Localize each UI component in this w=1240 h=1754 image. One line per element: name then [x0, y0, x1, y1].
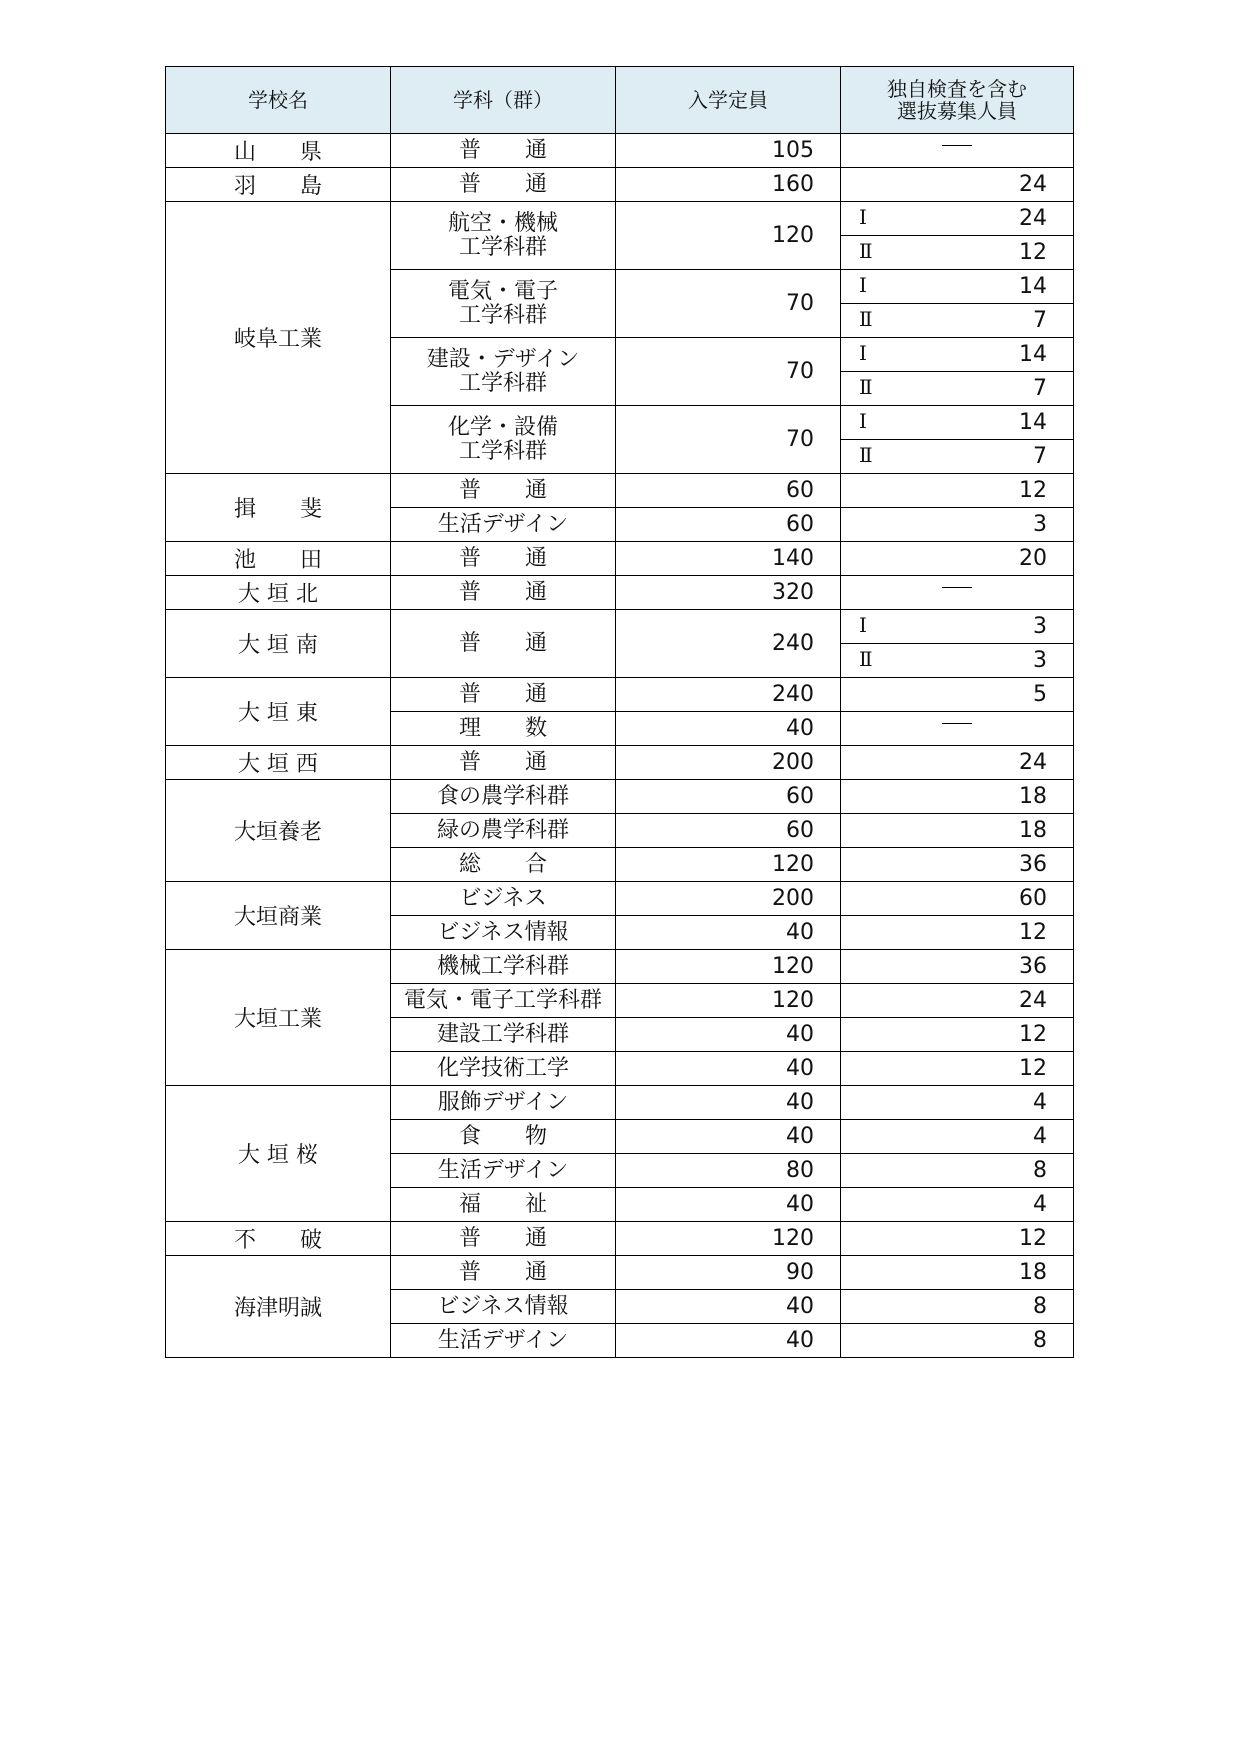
dept-name [391, 406, 616, 474]
selection-value: 12 [841, 1222, 1074, 1256]
capacity-value: 120 [616, 848, 841, 882]
dash-mark [942, 587, 972, 588]
dept-name: 理 数 [391, 712, 616, 746]
school-name: 池 田 [166, 542, 391, 576]
table-row [166, 474, 1074, 508]
table-row [166, 678, 1074, 712]
capacity-value: 40 [616, 1018, 841, 1052]
selection-number: 24 [1019, 206, 1047, 231]
school-name: 大 垣 北 [166, 576, 391, 610]
table-row [166, 1256, 1074, 1290]
roman-i-label: Ⅰ [859, 341, 867, 365]
dept-line2: 工学科群 [458, 234, 547, 260]
dept-line1: 航空・機械 [447, 210, 558, 236]
school-name: 大 垣 東 [166, 678, 391, 746]
capacity-value: 120 [616, 202, 841, 270]
selection-value: 24 [841, 168, 1074, 202]
dash-mark [942, 723, 972, 724]
table-row [166, 202, 1074, 236]
dept-name: 普 通 [391, 610, 616, 678]
selection-number: 7 [1033, 376, 1047, 401]
dept-name: 電気・電子工学科群 [391, 984, 616, 1018]
table-row [166, 882, 1074, 916]
capacity-value: 80 [616, 1154, 841, 1188]
roman-ii-label: Ⅱ [859, 443, 873, 467]
capacity-value: 90 [616, 1256, 841, 1290]
capacity-value: 40 [616, 1086, 841, 1120]
roman-ii-label: Ⅱ [859, 239, 873, 263]
dept-name: ビジネス情報 [391, 916, 616, 950]
selection-value: 20 [841, 542, 1074, 576]
selection-number: 12 [1019, 240, 1047, 265]
selection-value [841, 576, 1074, 610]
selection-value: 36 [841, 848, 1074, 882]
dept-name: 化学技術工学 [391, 1052, 616, 1086]
school-name: 大垣工業 [166, 950, 391, 1086]
selection-value-ii [841, 372, 1074, 406]
table-row [166, 1086, 1074, 1120]
school-name: 揖 斐 [166, 474, 391, 542]
dept-name: 普 通 [391, 542, 616, 576]
header-selection-text [887, 78, 1027, 122]
dept-name: 食の農学科群 [391, 780, 616, 814]
dept-name: 普 通 [391, 1256, 616, 1290]
selection-value-ii [841, 236, 1074, 270]
dept-name [391, 338, 616, 406]
capacity-value: 200 [616, 882, 841, 916]
roman-i-label: Ⅰ [859, 273, 867, 297]
roman-i-label: Ⅰ [859, 409, 867, 433]
capacity-value: 40 [616, 916, 841, 950]
school-name: 岐阜工業 [166, 202, 391, 474]
selection-value-i [841, 406, 1074, 440]
selection-value [841, 712, 1074, 746]
selection-value-ii [841, 304, 1074, 338]
selection-number: 7 [1033, 444, 1047, 469]
table-row [166, 134, 1074, 168]
dept-name: 普 通 [391, 474, 616, 508]
capacity-value: 40 [616, 712, 841, 746]
selection-value: 8 [841, 1154, 1074, 1188]
table-row [166, 168, 1074, 202]
selection-value: 5 [841, 678, 1074, 712]
school-name: 大 垣 桜 [166, 1086, 391, 1222]
school-name: 不 破 [166, 1222, 391, 1256]
selection-value: 18 [841, 780, 1074, 814]
dash-mark [942, 145, 972, 146]
table-row [166, 610, 1074, 644]
capacity-value: 200 [616, 746, 841, 780]
dept-name: 普 通 [391, 576, 616, 610]
school-name: 大 垣 南 [166, 610, 391, 678]
roman-i-label: Ⅰ [859, 613, 867, 637]
dept-name: 生活デザイン [391, 1154, 616, 1188]
header-row [166, 67, 1074, 134]
selection-value: 4 [841, 1086, 1074, 1120]
dept-name: 生活デザイン [391, 508, 616, 542]
school-name: 海津明誠 [166, 1256, 391, 1358]
capacity-value: 60 [616, 474, 841, 508]
dept-name: 服飾デザイン [391, 1086, 616, 1120]
table-row [166, 950, 1074, 984]
dept-line2: 工学科群 [458, 370, 547, 396]
header-capacity: 入学定員 [616, 67, 841, 134]
dept-line1: 化学・設備 [447, 414, 558, 440]
roman-i-label: Ⅰ [859, 205, 867, 229]
dept-name: ビジネス情報 [391, 1290, 616, 1324]
dept-name: 普 通 [391, 1222, 616, 1256]
selection-value-i [841, 202, 1074, 236]
dept-name: 建設工学科群 [391, 1018, 616, 1052]
dept-name [391, 202, 616, 270]
table-row [166, 746, 1074, 780]
table-row [166, 1222, 1074, 1256]
selection-value-i [841, 270, 1074, 304]
selection-value-ii [841, 440, 1074, 474]
dept-name: 福 祉 [391, 1188, 616, 1222]
capacity-value: 120 [616, 984, 841, 1018]
selection-value: 12 [841, 916, 1074, 950]
dept-name: 普 通 [391, 678, 616, 712]
dept-line2: 工学科群 [458, 302, 547, 328]
dept-name [391, 270, 616, 338]
selection-value-i [841, 610, 1074, 644]
selection-value: 60 [841, 882, 1074, 916]
dept-name: 緑の農学科群 [391, 814, 616, 848]
dept-name: 総 合 [391, 848, 616, 882]
capacity-value: 240 [616, 678, 841, 712]
capacity-value: 70 [616, 270, 841, 338]
selection-value: 12 [841, 474, 1074, 508]
dept-name: 食 物 [391, 1120, 616, 1154]
selection-value-i [841, 338, 1074, 372]
header-dept: 学科（群） [391, 67, 616, 134]
dept-name: 普 通 [391, 134, 616, 168]
capacity-value: 60 [616, 508, 841, 542]
capacity-value: 40 [616, 1052, 841, 1086]
capacity-value: 60 [616, 814, 841, 848]
capacity-value: 40 [616, 1290, 841, 1324]
admission-quota-table [165, 66, 1074, 1358]
selection-number: 14 [1019, 342, 1047, 367]
selection-value: 8 [841, 1324, 1074, 1358]
selection-value: 12 [841, 1018, 1074, 1052]
capacity-value: 40 [616, 1324, 841, 1358]
school-name: 山 県 [166, 134, 391, 168]
capacity-value: 70 [616, 338, 841, 406]
capacity-value: 105 [616, 134, 841, 168]
capacity-value: 120 [616, 1222, 841, 1256]
dept-name: 機械工学科群 [391, 950, 616, 984]
selection-value: 4 [841, 1120, 1074, 1154]
selection-value: 4 [841, 1188, 1074, 1222]
capacity-value: 320 [616, 576, 841, 610]
dept-name: 普 通 [391, 168, 616, 202]
school-name: 大垣商業 [166, 882, 391, 950]
capacity-value: 60 [616, 780, 841, 814]
selection-value: 3 [841, 508, 1074, 542]
capacity-value: 240 [616, 610, 841, 678]
table-row [166, 542, 1074, 576]
header-selection [841, 67, 1074, 134]
dept-line1: 電気・電子 [447, 278, 558, 304]
selection-number: 3 [1033, 614, 1047, 639]
capacity-value: 40 [616, 1188, 841, 1222]
capacity-value: 70 [616, 406, 841, 474]
selection-value: 18 [841, 814, 1074, 848]
dept-name: ビジネス [391, 882, 616, 916]
header-selection-line2: 選抜募集人員 [897, 98, 1017, 123]
header-selection-line1: 独自検査を含む [887, 76, 1027, 101]
selection-value: 36 [841, 950, 1074, 984]
dept-line1: 建設・デザイン [426, 346, 580, 372]
header-school: 学校名 [166, 67, 391, 134]
selection-value: 8 [841, 1290, 1074, 1324]
capacity-value: 160 [616, 168, 841, 202]
selection-value-ii [841, 644, 1074, 678]
roman-ii-label: Ⅱ [859, 375, 873, 399]
table-row [166, 780, 1074, 814]
capacity-value: 140 [616, 542, 841, 576]
roman-ii-label: Ⅱ [859, 307, 873, 331]
dept-name: 生活デザイン [391, 1324, 616, 1358]
selection-number: 14 [1019, 410, 1047, 435]
selection-value: 24 [841, 746, 1074, 780]
selection-value: 12 [841, 1052, 1074, 1086]
selection-value: 18 [841, 1256, 1074, 1290]
school-name: 大垣養老 [166, 780, 391, 882]
selection-value: 24 [841, 984, 1074, 1018]
capacity-value: 120 [616, 950, 841, 984]
selection-number: 7 [1033, 308, 1047, 333]
table-row [166, 576, 1074, 610]
capacity-value: 40 [616, 1120, 841, 1154]
selection-number: 3 [1033, 648, 1047, 673]
selection-value [841, 134, 1074, 168]
roman-ii-label: Ⅱ [859, 647, 873, 671]
selection-number: 14 [1019, 274, 1047, 299]
dept-name: 普 通 [391, 746, 616, 780]
dept-line2: 工学科群 [458, 438, 547, 464]
school-name: 羽 島 [166, 168, 391, 202]
school-name: 大 垣 西 [166, 746, 391, 780]
